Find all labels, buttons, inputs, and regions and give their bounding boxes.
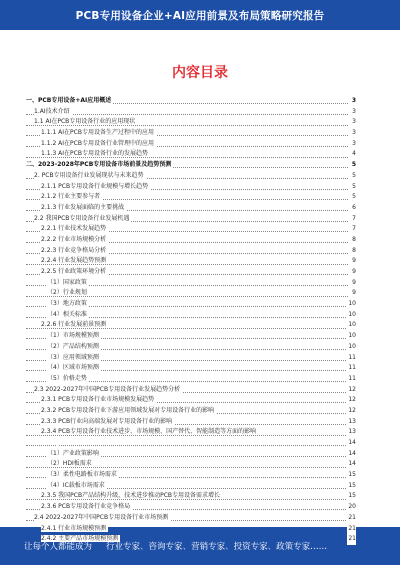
toc-entry-label: 2. PCB专用设备行业发展现状与未来趋势 — [34, 171, 144, 179]
toc-entry-label: 二、2023-2028年PCB专用设备市场前景及趋势预测 — [26, 161, 172, 169]
toc-entry-label: 2.2.3 行业竞争格局分析 — [41, 246, 107, 254]
toc-page-number: 21 — [347, 524, 356, 535]
footer-slogan: 让每个人都能成为 — [24, 542, 93, 552]
toc-entry[interactable] — [26, 385, 356, 396]
toc-page-number: 12 — [347, 385, 356, 396]
toc-page-number: 3 — [351, 117, 356, 128]
footer-separator: 、 — [225, 542, 234, 552]
toc-entry-label: 2.2.4 行业发展趋势预测 — [41, 257, 107, 265]
toc-entry-label: 2.3.6 PCB专用设备行业竞争格局 — [41, 503, 131, 511]
toc-page-number: 12 — [347, 395, 356, 406]
toc-entry-label: 2.1.3 行业发展面临的主要挑战 — [41, 203, 125, 211]
toc-page-number: 13 — [347, 417, 356, 428]
toc-page-number: 10 — [347, 342, 356, 353]
toc-page-number: 4 — [351, 149, 356, 160]
toc-entry[interactable] — [26, 395, 356, 406]
toc-page-number: 14 — [347, 449, 356, 460]
toc-entry-label: （4）IC载板市场需求 — [47, 481, 105, 489]
toc-page-number: 3 — [351, 128, 356, 139]
table-of-contents — [26, 96, 356, 543]
toc-entry[interactable] — [26, 342, 356, 353]
toc-page-number: 21 — [347, 534, 356, 545]
toc-page-number: 13 — [347, 427, 356, 438]
toc-entry-label: （4）相关标准 — [47, 310, 87, 318]
toc-entry[interactable] — [26, 139, 356, 150]
toc-page-number: 3 — [351, 107, 356, 118]
toc-entry[interactable] — [26, 513, 356, 524]
toc-entry-label: （1）产业政策影响 — [47, 449, 99, 457]
toc-page-number: 9 — [351, 256, 356, 267]
toc-entry-label: 2.2.1 行业技术发展趋势 — [41, 225, 107, 233]
toc-page-number: 14 — [347, 438, 356, 449]
toc-page-number: 5 — [351, 192, 356, 203]
toc-entry[interactable] — [26, 203, 356, 214]
toc-entry[interactable] — [26, 256, 356, 267]
footer-separator: 、 — [267, 542, 277, 552]
toc-entry-label: （2）HDI板需求 — [47, 460, 92, 468]
toc-entry[interactable] — [26, 149, 356, 160]
toc-entry-label: 2.1.1 PCB专用设备行业规模与增长趋势 — [41, 182, 149, 190]
toc-page-number: 11 — [347, 363, 356, 374]
toc-entry-label: （2）产品结构预测 — [47, 342, 99, 350]
toc-entry[interactable] — [26, 96, 356, 107]
toc-page-number: 7 — [351, 214, 356, 225]
toc-entry-label: （1）市场规模预测 — [47, 332, 99, 340]
toc-entry[interactable] — [26, 182, 356, 193]
toc-entry-label: 1.1.3 AI在PCB专用设备行业的发展趋势 — [41, 150, 148, 158]
toc-entry-label: 1.1 AI在PCB专用设备行业的应用现状 — [34, 118, 136, 126]
toc-entry-label: （5）价格走势 — [47, 374, 87, 382]
toc-entry-label: （2）行业规划 — [47, 289, 87, 297]
report-header — [0, 0, 400, 30]
toc-page-number: 5 — [351, 182, 356, 193]
toc-entry-label: （4）区域市场预测 — [47, 364, 99, 372]
toc-page-number: 9 — [351, 288, 356, 299]
toc-page-number: 11 — [347, 353, 356, 364]
toc-entry[interactable] — [26, 459, 356, 470]
toc-entry[interactable] — [26, 427, 356, 438]
toc-entry[interactable] — [26, 171, 356, 182]
toc-entry-label: （3）应用领域预测 — [47, 353, 99, 361]
toc-entry[interactable] — [26, 491, 356, 502]
toc-entry[interactable] — [26, 267, 356, 278]
toc-entry-label: 2.4.2 主要产品市场规模预测 — [41, 535, 119, 543]
toc-entry[interactable] — [26, 117, 356, 128]
footer-role: 投资专家 — [233, 542, 268, 552]
toc-entry[interactable] — [26, 406, 356, 417]
toc-entry-label: （3）柔性电路板市场需求 — [47, 471, 117, 479]
toc-page-number: 3 — [351, 139, 356, 150]
toc-entry[interactable] — [26, 246, 356, 257]
toc-page-number: 10 — [347, 299, 356, 310]
toc-entry[interactable] — [26, 299, 356, 310]
toc-page-number: 21 — [347, 513, 356, 524]
toc-entry[interactable] — [26, 192, 356, 203]
footer-role: 咨询专家 — [148, 542, 183, 552]
toc-entry[interactable] — [26, 438, 356, 449]
toc-entry[interactable] — [26, 320, 356, 331]
toc-page-number: 10 — [347, 310, 356, 321]
toc-entry-label: （3）地方政策 — [47, 300, 87, 308]
toc-entry-label: 2.3.2 PCB专用设备行业下游应用领域发展对专用设备行业的影响 — [41, 406, 215, 414]
toc-entry[interactable] — [26, 107, 356, 118]
toc-page-number: 10 — [347, 320, 356, 331]
toc-entry-label: 2.3.3 PCB行业向高端发展对专用设备行业的影响 — [41, 417, 173, 425]
toc-entry[interactable] — [26, 470, 356, 481]
toc-entry[interactable] — [26, 449, 356, 460]
toc-entry[interactable] — [26, 128, 356, 139]
toc-entry-label: 2.4.1 行业市场规模预测 — [41, 524, 107, 532]
toc-page-number: 14 — [347, 459, 356, 470]
toc-entry-label: 2.2 我国PCB专用设备行业发展机遇 — [34, 214, 130, 222]
toc-page-number: 9 — [351, 278, 356, 289]
toc-entry-label: 2.2.2 行业市场规模分析 — [41, 235, 107, 243]
toc-page-number: 5 — [351, 171, 356, 182]
toc-entry-label: 1.1.2 AI在PCB专用设备行业管理中的应用 — [41, 139, 154, 147]
toc-entry[interactable] — [26, 224, 356, 235]
toc-page-number: 11 — [347, 374, 356, 385]
toc-entry[interactable] — [26, 331, 356, 342]
footer-separator: 、 — [182, 542, 192, 552]
toc-leader-dots — [26, 114, 348, 115]
toc-page-number: 15 — [347, 481, 356, 492]
toc-entry-label: 一、PCB专用设备+AI应用概述 — [26, 97, 112, 104]
footer-banner — [0, 524, 400, 565]
toc-entry[interactable] — [26, 214, 356, 225]
footer-separator: 、 — [140, 542, 149, 552]
toc-page-number: 5 — [351, 160, 356, 171]
toc-page-number: 8 — [351, 246, 356, 257]
toc-entry[interactable] — [26, 481, 356, 492]
report-title: PCB专用设备企业+AI应用前景及布局策略研究报告 — [75, 9, 325, 22]
toc-entry-label: 2.2.6 行业发展前景预测 — [41, 321, 107, 329]
toc-entry-label: 2.3 2022-2027年中国PCB专用设备行业发展趋势分析 — [34, 385, 181, 393]
toc-entry-label: 2.3.5 我国PCB产品结构升级，技术进步推动PCB专用设备需求增长 — [41, 492, 221, 500]
toc-leader-dots — [26, 445, 348, 446]
toc-page-number: 8 — [351, 235, 356, 246]
toc-entry-label: 2.3.1 PCB专用设备行业市场规模发展趋势 — [41, 396, 155, 404]
toc-entry[interactable] — [26, 235, 356, 246]
footer-roles — [106, 540, 327, 552]
toc-entry[interactable] — [26, 310, 356, 321]
toc-entry[interactable] — [26, 374, 356, 385]
toc-page-number: 12 — [347, 406, 356, 417]
toc-page-number: 15 — [347, 470, 356, 481]
toc-entry[interactable] — [26, 353, 356, 364]
toc-entry[interactable] — [26, 278, 356, 289]
toc-entry-label: 2.3.4 PCB专用设备行业技术进步、市场规模、国产替代、智能制造等方面的影响 — [41, 428, 257, 436]
toc-entry-label: 2.4 2022-2027年中国PCB专用设备行业市场预测 — [34, 513, 169, 521]
toc-entry-label: 2.1.2 行业主要参与者 — [41, 193, 101, 201]
toc-entry[interactable] — [26, 288, 356, 299]
toc-page-number: 15 — [347, 491, 356, 502]
toc-page-number: 3 — [351, 96, 356, 107]
footer-role: 营销专家 — [191, 542, 226, 552]
toc-page-number: 20 — [347, 502, 356, 513]
toc-entry[interactable] — [26, 417, 356, 428]
toc-entry-label — [57, 439, 59, 446]
toc-page-number: 9 — [351, 267, 356, 278]
toc-entry-label: 2.2.5 行业政策环境分析 — [41, 268, 107, 275]
footer-role: 政策专家…… — [276, 542, 328, 552]
toc-entry[interactable] — [26, 160, 356, 171]
toc-page-number: 10 — [347, 331, 356, 342]
toc-page-number: 6 — [351, 203, 356, 214]
toc-entry[interactable] — [26, 502, 356, 513]
toc-page-number: 7 — [351, 224, 356, 235]
footer-role: 行业专家 — [106, 542, 141, 552]
toc-entry[interactable] — [26, 363, 356, 374]
toc-entry-label: （1）国家政策 — [47, 278, 87, 286]
toc-heading: 内容目录 — [172, 65, 228, 81]
toc-entry-label: 1.AI技术介绍 — [34, 107, 70, 115]
toc-entry-label: 1.1.1 AI在PCB专用设备生产过程中的应用 — [41, 129, 154, 137]
